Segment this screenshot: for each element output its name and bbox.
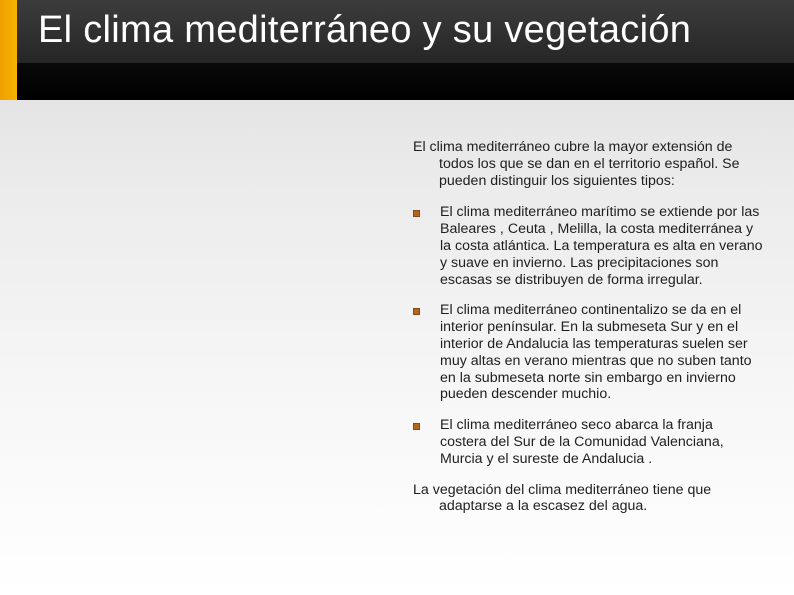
list-item-text: El clima mediterráneo seco abarca la franja costera del Sur de la Comunidad Valenciana, Murcia y el sureste de Andalucia .	[440, 417, 724, 467]
bullet-icon	[413, 423, 420, 430]
slide-content	[413, 139, 763, 515]
list-item-text: El clima mediterráneo marítimo se extiende por las Baleares , Ceuta , Melilla, la costa mediterránea y la costa atlántica. La temperatura es alta en verano y suave en invierno. Las precipitaciones son escasas se distribuyen de forma irregular.	[440, 204, 763, 288]
list-item-text: El clima mediterráneo continentalizo se da en el interior península​r. En la submeseta Sur y en el interior de Andalucia las temperaturas suelen ser muy altas en verano mientras que no suben tanto en la submeseta norte sin embargo en invierno pueden descender muchio.	[440, 302, 752, 403]
title-bar	[0, 0, 794, 100]
bullet-icon	[413, 308, 420, 315]
list-item	[413, 204, 763, 288]
list-item	[413, 417, 763, 467]
intro-paragraph: El clima mediterráneo cubre la mayor extensión de todos los que se dan en el territorio español. Se pueden distinguir los siguientes tipos:	[413, 139, 740, 189]
climate-types-list	[413, 204, 763, 467]
list-item	[413, 302, 763, 403]
bullet-icon	[413, 210, 420, 217]
accent-stripe	[0, 0, 17, 100]
closing-paragraph: La vegetación del clima mediterráneo tiene que adaptarse a la escasez del agua.	[413, 481, 712, 515]
slide-title: El clima mediterráneo y su vegetación	[38, 9, 692, 51]
